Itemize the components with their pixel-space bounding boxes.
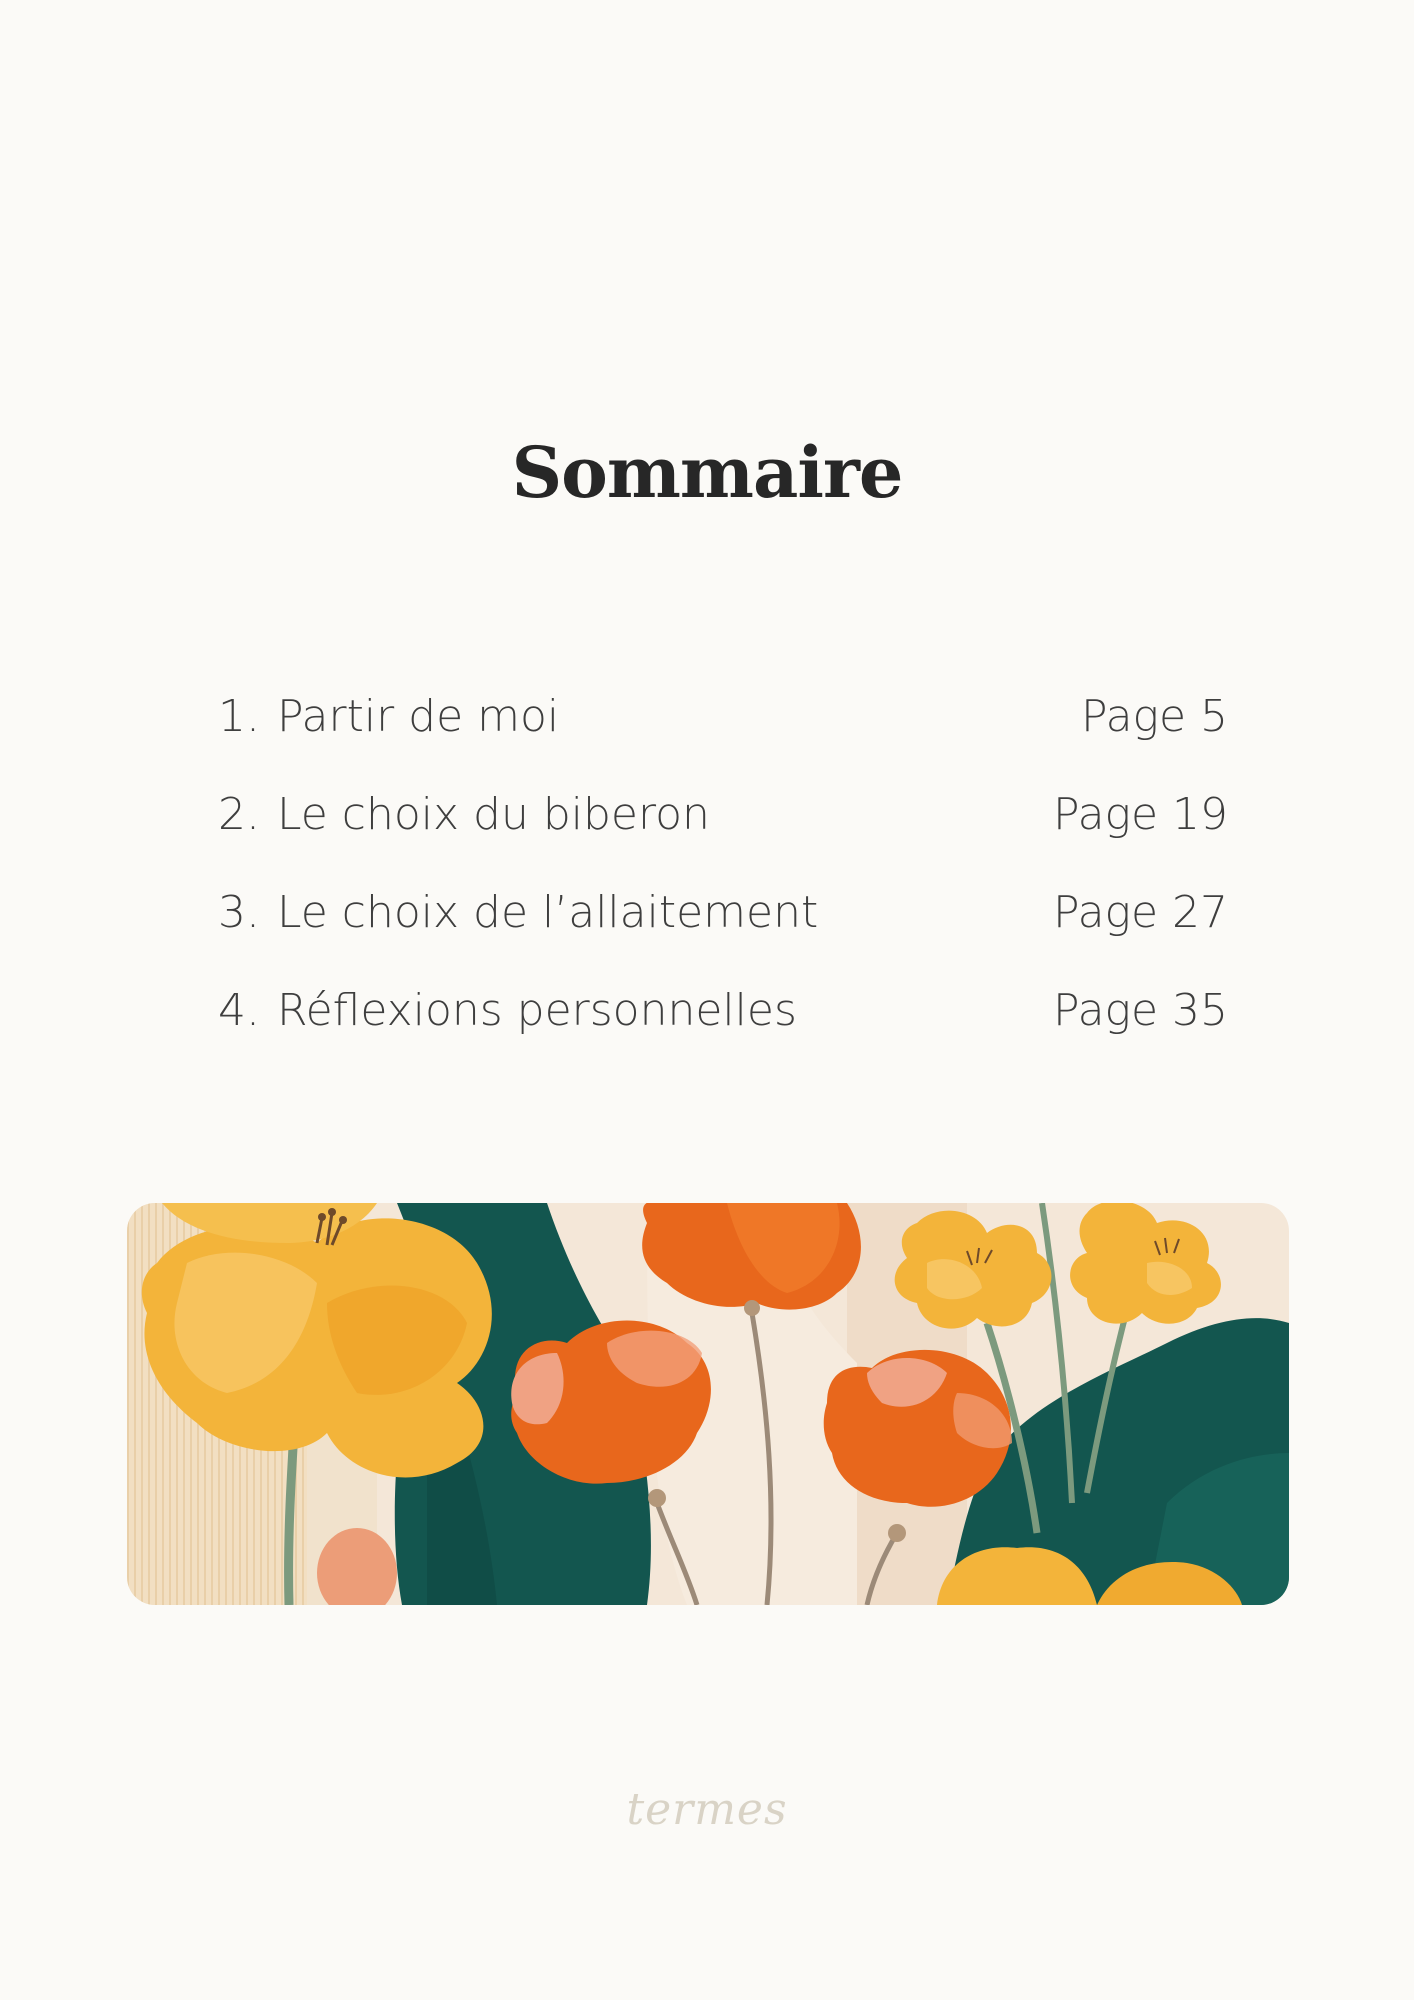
toc-entry-page: Page 5 — [1081, 691, 1228, 742]
toc-entry-number: 4. — [218, 985, 260, 1036]
toc-entry-label: Partir de moi — [277, 691, 560, 742]
termes-logo: termes — [626, 1784, 788, 1835]
toc-entry-4[interactable] — [210, 984, 1228, 1082]
toc-entry-label: Le choix du biberon — [277, 789, 710, 840]
floral-illustration-icon — [127, 1203, 1289, 1605]
toc-entry-2[interactable] — [210, 788, 1228, 886]
table-of-contents — [210, 690, 1228, 1082]
toc-entry-number: 2. — [218, 789, 260, 840]
toc-entry-label: Réflexions personnelles — [277, 985, 797, 1036]
toc-entry-page: Page 27 — [1053, 887, 1228, 938]
toc-entry-number: 3. — [218, 887, 260, 938]
toc-entry-number: 1. — [218, 691, 260, 742]
toc-entry-page: Page 19 — [1053, 789, 1228, 840]
floral-illustration-banner — [127, 1203, 1289, 1605]
toc-entry-label: Le choix de l’allaitement — [277, 887, 819, 938]
toc-entry-page: Page 35 — [1053, 985, 1228, 1036]
toc-entry-1[interactable] — [210, 690, 1228, 788]
page-title: Sommaire — [511, 431, 903, 514]
toc-entry-3[interactable] — [210, 886, 1228, 984]
